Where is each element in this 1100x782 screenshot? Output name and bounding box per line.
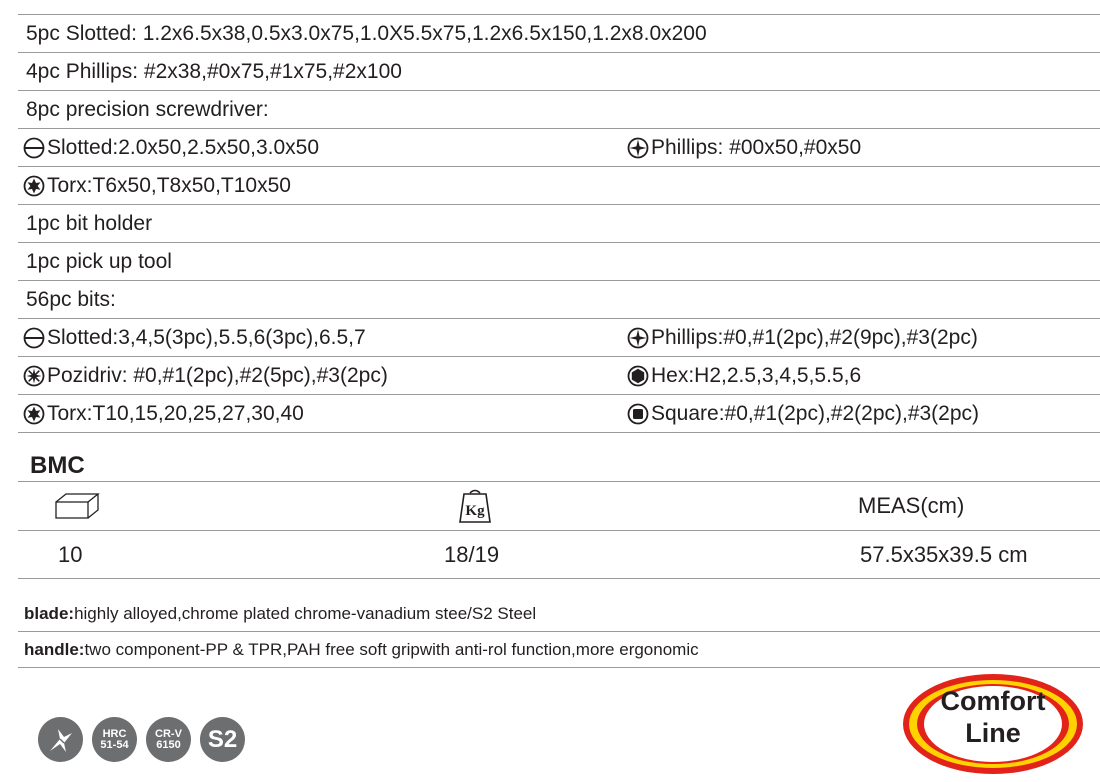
spec-text: 8pc precision screwdriver: [26,97,269,121]
spec-text: Square:#0,#1(2pc),#2(2pc),#3(2pc) [651,401,980,425]
cutting-pliers-icon [38,717,83,762]
handle-note [18,631,1100,668]
spec-row-precision-header [18,90,1100,128]
qty-value: 10 [58,541,83,567]
s2-label: S2 [207,725,238,753]
bmc-table [18,481,1100,579]
blade-label: blade: [24,603,75,623]
comfort-line-logo [900,672,1086,776]
handle-label: handle: [24,639,85,659]
bmc-header-row [18,481,1100,530]
crv-value: 6150 [156,738,181,751]
square-icon [627,403,649,425]
phillips-icon [627,137,649,159]
spec-text: Hex:H2,2.5,3,4,5,5.5,6 [651,363,862,387]
hrc-label: HRC [102,727,127,740]
spec-text: Slotted:3,4,5(3pc),5.5,6(3pc),6.5,7 [47,325,366,349]
spec-text: Phillips: #00x50,#0x50 [651,135,862,159]
spec-text: 1pc pick up tool [26,249,172,273]
spec-row-bit-holder [18,204,1100,242]
hex-icon [627,365,649,387]
slotted-icon [23,327,45,349]
logo-line-1: Comfort [940,686,1046,716]
spec-text: 56pc bits: [26,287,116,311]
blade-text: highly alloyed,chrome plated chrome-vanadium stee/S2 Steel [74,603,537,623]
spec-text: Slotted:2.0x50,2.5x50,3.0x50 [47,135,320,159]
spec-row-bits-header [18,280,1100,318]
blade-note [18,596,1100,631]
s2-badge [200,717,245,762]
spec-text: Phillips:#0,#1(2pc),#2(9pc),#3(2pc) [651,325,978,349]
meas-label [858,482,964,530]
crv-label: CR-V [155,727,182,740]
carton-box-icon [54,482,100,530]
slotted-icon [23,137,45,159]
spec-row-phillips [18,52,1100,90]
spec-row-precision-torx [18,166,1100,204]
weight-value: 18/19 [444,541,500,567]
feature-badges [38,717,245,762]
spec-row-pick-up-tool [18,242,1100,280]
spec-row-slotted [18,14,1100,52]
hrc-badge [92,717,137,762]
logo-line-2: Line [965,718,1021,748]
torx-icon [23,403,45,425]
meas-label-text: MEAS(cm) [858,493,965,518]
phillips-icon [627,327,649,349]
hrc-value: 51-54 [100,738,129,751]
spec-row-bits-slotted-phillips [18,318,1100,356]
spec-text: Pozidriv: #0,#1(2pc),#2(5pc),#3(2pc) [47,363,388,387]
weight-kg-icon [458,482,492,530]
spec-text: Torx:T6x50,T8x50,T10x50 [47,173,291,197]
spec-table [18,14,1100,433]
torx-icon [23,175,45,197]
spec-row-precision-slotted-phillips [18,128,1100,166]
pozidriv-icon [23,365,45,387]
spec-text: 5pc Slotted: 1.2x6.5x38,0.5x3.0x75,1.0X5.5x75,1.2x6.5x150,1.2x8.0x200 [26,21,707,45]
spec-text: 4pc Phillips: #2x38,#0x75,#1x75,#2x100 [26,59,402,83]
spec-row-bits-pozidriv-hex [18,356,1100,394]
handle-text: two component-PP & TPR,PAH free soft gripwith anti-rol function,more ergonomic [84,639,699,659]
meas-value: 57.5x35x39.5 cm [860,541,1028,567]
weight-kg-label: Kg [465,503,485,519]
crv-badge [146,717,191,762]
spec-text: 1pc bit holder [26,211,153,235]
bmc-title: BMC [30,452,85,479]
spec-row-bits-torx-square [18,394,1100,433]
spec-text: Torx:T10,15,20,25,27,30,40 [47,401,304,425]
bmc-values-row [18,530,1100,579]
material-notes [18,596,1100,668]
